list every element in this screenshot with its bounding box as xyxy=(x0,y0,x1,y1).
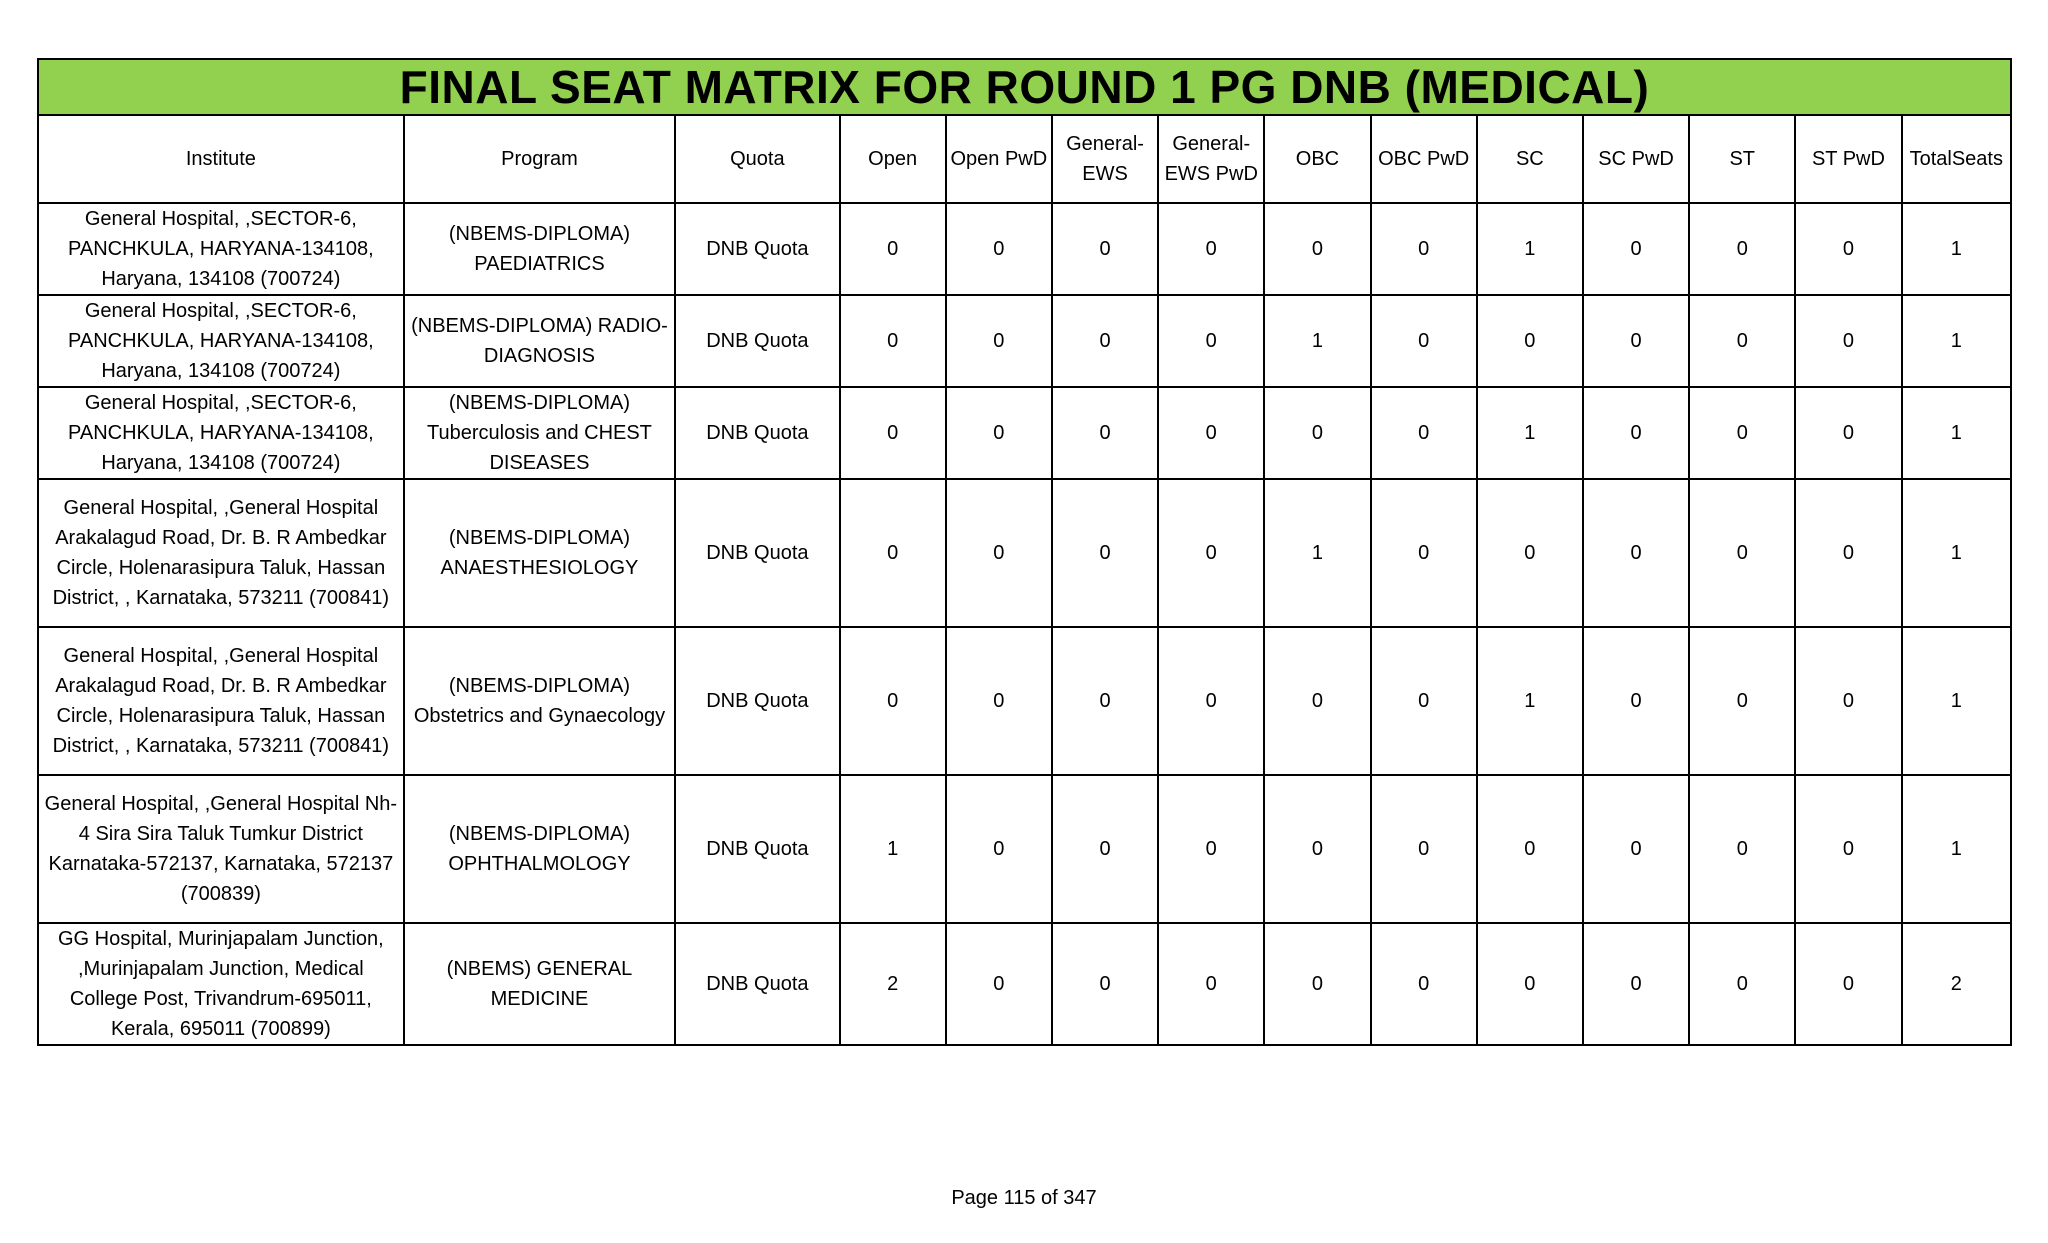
cell-quota: DNB Quota xyxy=(675,203,839,295)
cell-program: (NBEMS) GENERAL MEDICINE xyxy=(404,923,676,1045)
cell-st-pwd: 0 xyxy=(1795,627,1901,775)
cell-institute: General Hospital, ,SECTOR-6, PANCHKULA, HARYANA-134108, Haryana, 134108 (700724) xyxy=(38,203,404,295)
cell-st-pwd: 0 xyxy=(1795,295,1901,387)
header-general-ews-pwd: General-EWS PwD xyxy=(1158,115,1264,203)
cell-st: 0 xyxy=(1689,923,1795,1045)
table-row xyxy=(38,923,2011,1045)
cell-program: (NBEMS-DIPLOMA) Tuberculosis and CHEST DISEASES xyxy=(404,387,676,479)
cell-st-pwd: 0 xyxy=(1795,479,1901,627)
cell-open: 0 xyxy=(840,387,946,479)
table-row xyxy=(38,775,2011,923)
cell-quota: DNB Quota xyxy=(675,295,839,387)
cell-open: 1 xyxy=(840,775,946,923)
cell-obc: 0 xyxy=(1264,627,1370,775)
header-quota: Quota xyxy=(675,115,839,203)
cell-program: (NBEMS-DIPLOMA) ANAESTHESIOLOGY xyxy=(404,479,676,627)
cell-st-pwd: 0 xyxy=(1795,387,1901,479)
table-row xyxy=(38,627,2011,775)
cell-st-pwd: 0 xyxy=(1795,923,1901,1045)
cell-st: 0 xyxy=(1689,479,1795,627)
cell-total-seats: 2 xyxy=(1902,923,2011,1045)
cell-general-ews-pwd: 0 xyxy=(1158,203,1264,295)
cell-open-pwd: 0 xyxy=(946,203,1052,295)
cell-open: 0 xyxy=(840,627,946,775)
cell-total-seats: 1 xyxy=(1902,775,2011,923)
cell-general-ews-pwd: 0 xyxy=(1158,295,1264,387)
cell-sc: 1 xyxy=(1477,627,1583,775)
cell-program: (NBEMS-DIPLOMA) OPHTHALMOLOGY xyxy=(404,775,676,923)
cell-general-ews: 0 xyxy=(1052,479,1158,627)
cell-program: (NBEMS-DIPLOMA) Obstetrics and Gynaecology xyxy=(404,627,676,775)
cell-st: 0 xyxy=(1689,775,1795,923)
cell-open: 0 xyxy=(840,203,946,295)
cell-institute: General Hospital, ,General Hospital Arakalagud Road, Dr. B. R Ambedkar Circle, Holenarasipura Taluk, Hassan District, , Karnataka, 573211 (700841) xyxy=(38,479,404,627)
cell-obc-pwd: 0 xyxy=(1371,627,1477,775)
cell-sc: 0 xyxy=(1477,479,1583,627)
cell-open: 0 xyxy=(840,295,946,387)
cell-general-ews-pwd: 0 xyxy=(1158,775,1264,923)
cell-institute: GG Hospital, Murinjapalam Junction, ,Murinjapalam Junction, Medical College Post, Trivandrum-695011, Kerala, 695011 (700899) xyxy=(38,923,404,1045)
cell-quota: DNB Quota xyxy=(675,627,839,775)
cell-quota: DNB Quota xyxy=(675,387,839,479)
cell-open-pwd: 0 xyxy=(946,923,1052,1045)
cell-sc-pwd: 0 xyxy=(1583,923,1689,1045)
cell-obc-pwd: 0 xyxy=(1371,387,1477,479)
cell-sc: 0 xyxy=(1477,775,1583,923)
header-institute: Institute xyxy=(38,115,404,203)
cell-st-pwd: 0 xyxy=(1795,203,1901,295)
page-number: Page 115 of 347 xyxy=(951,1187,1097,1209)
header-sc: SC xyxy=(1477,115,1583,203)
cell-total-seats: 1 xyxy=(1902,627,2011,775)
cell-obc-pwd: 0 xyxy=(1371,203,1477,295)
cell-general-ews: 0 xyxy=(1052,923,1158,1045)
page-title: FINAL SEAT MATRIX FOR ROUND 1 PG DNB (MEDICAL) xyxy=(38,59,2011,115)
header-total-seats: TotalSeats xyxy=(1902,115,2011,203)
cell-sc-pwd: 0 xyxy=(1583,479,1689,627)
cell-obc: 1 xyxy=(1264,295,1370,387)
cell-program: (NBEMS-DIPLOMA) PAEDIATRICS xyxy=(404,203,676,295)
cell-open-pwd: 0 xyxy=(946,627,1052,775)
cell-general-ews: 0 xyxy=(1052,775,1158,923)
cell-obc: 0 xyxy=(1264,203,1370,295)
cell-sc: 0 xyxy=(1477,923,1583,1045)
cell-general-ews-pwd: 0 xyxy=(1158,387,1264,479)
header-sc-pwd: SC PwD xyxy=(1583,115,1689,203)
cell-general-ews: 0 xyxy=(1052,203,1158,295)
table-row xyxy=(38,387,2011,479)
table-row xyxy=(38,295,2011,387)
cell-obc: 1 xyxy=(1264,479,1370,627)
cell-program: (NBEMS-DIPLOMA) RADIO-DIAGNOSIS xyxy=(404,295,676,387)
cell-institute: General Hospital, ,General Hospital Arakalagud Road, Dr. B. R Ambedkar Circle, Holenarasipura Taluk, Hassan District, , Karnataka, 573211 (700841) xyxy=(38,627,404,775)
cell-institute: General Hospital, ,SECTOR-6, PANCHKULA, HARYANA-134108, Haryana, 134108 (700724) xyxy=(38,295,404,387)
cell-st: 0 xyxy=(1689,295,1795,387)
cell-general-ews: 0 xyxy=(1052,295,1158,387)
cell-open-pwd: 0 xyxy=(946,295,1052,387)
cell-open-pwd: 0 xyxy=(946,775,1052,923)
cell-st: 0 xyxy=(1689,627,1795,775)
table-row xyxy=(38,203,2011,295)
cell-sc: 1 xyxy=(1477,387,1583,479)
cell-obc: 0 xyxy=(1264,387,1370,479)
header-open-pwd: Open PwD xyxy=(946,115,1052,203)
cell-obc-pwd: 0 xyxy=(1371,295,1477,387)
header-st: ST xyxy=(1689,115,1795,203)
cell-general-ews-pwd: 0 xyxy=(1158,627,1264,775)
cell-st: 0 xyxy=(1689,203,1795,295)
cell-open: 2 xyxy=(840,923,946,1045)
cell-general-ews: 0 xyxy=(1052,387,1158,479)
cell-open-pwd: 0 xyxy=(946,387,1052,479)
table-row xyxy=(38,479,2011,627)
cell-quota: DNB Quota xyxy=(675,775,839,923)
cell-obc-pwd: 0 xyxy=(1371,479,1477,627)
header-st-pwd: ST PwD xyxy=(1795,115,1901,203)
cell-open-pwd: 0 xyxy=(946,479,1052,627)
cell-general-ews-pwd: 0 xyxy=(1158,479,1264,627)
cell-obc-pwd: 0 xyxy=(1371,775,1477,923)
cell-sc-pwd: 0 xyxy=(1583,627,1689,775)
cell-obc: 0 xyxy=(1264,775,1370,923)
cell-total-seats: 1 xyxy=(1902,387,2011,479)
cell-obc-pwd: 0 xyxy=(1371,923,1477,1045)
cell-obc: 0 xyxy=(1264,923,1370,1045)
cell-sc: 0 xyxy=(1477,295,1583,387)
cell-quota: DNB Quota xyxy=(675,923,839,1045)
cell-sc-pwd: 0 xyxy=(1583,203,1689,295)
cell-general-ews-pwd: 0 xyxy=(1158,923,1264,1045)
header-general-ews: General-EWS xyxy=(1052,115,1158,203)
cell-total-seats: 1 xyxy=(1902,295,2011,387)
cell-institute: General Hospital, ,SECTOR-6, PANCHKULA, HARYANA-134108, Haryana, 134108 (700724) xyxy=(38,387,404,479)
cell-quota: DNB Quota xyxy=(675,479,839,627)
cell-sc-pwd: 0 xyxy=(1583,775,1689,923)
cell-general-ews: 0 xyxy=(1052,627,1158,775)
table-header-row xyxy=(38,115,2011,203)
header-open: Open xyxy=(840,115,946,203)
header-obc: OBC xyxy=(1264,115,1370,203)
seat-matrix-sheet xyxy=(37,58,2012,1046)
cell-total-seats: 1 xyxy=(1902,203,2011,295)
cell-total-seats: 1 xyxy=(1902,479,2011,627)
cell-sc: 1 xyxy=(1477,203,1583,295)
header-obc-pwd: OBC PwD xyxy=(1371,115,1477,203)
cell-institute: General Hospital, ,General Hospital Nh-4 Sira Sira Taluk Tumkur District Karnataka-572137, Karnataka, 572137 (700839) xyxy=(38,775,404,923)
cell-st-pwd: 0 xyxy=(1795,775,1901,923)
cell-open: 0 xyxy=(840,479,946,627)
seat-matrix-table xyxy=(37,58,2012,1046)
cell-sc-pwd: 0 xyxy=(1583,387,1689,479)
cell-st: 0 xyxy=(1689,387,1795,479)
header-program: Program xyxy=(404,115,676,203)
cell-sc-pwd: 0 xyxy=(1583,295,1689,387)
